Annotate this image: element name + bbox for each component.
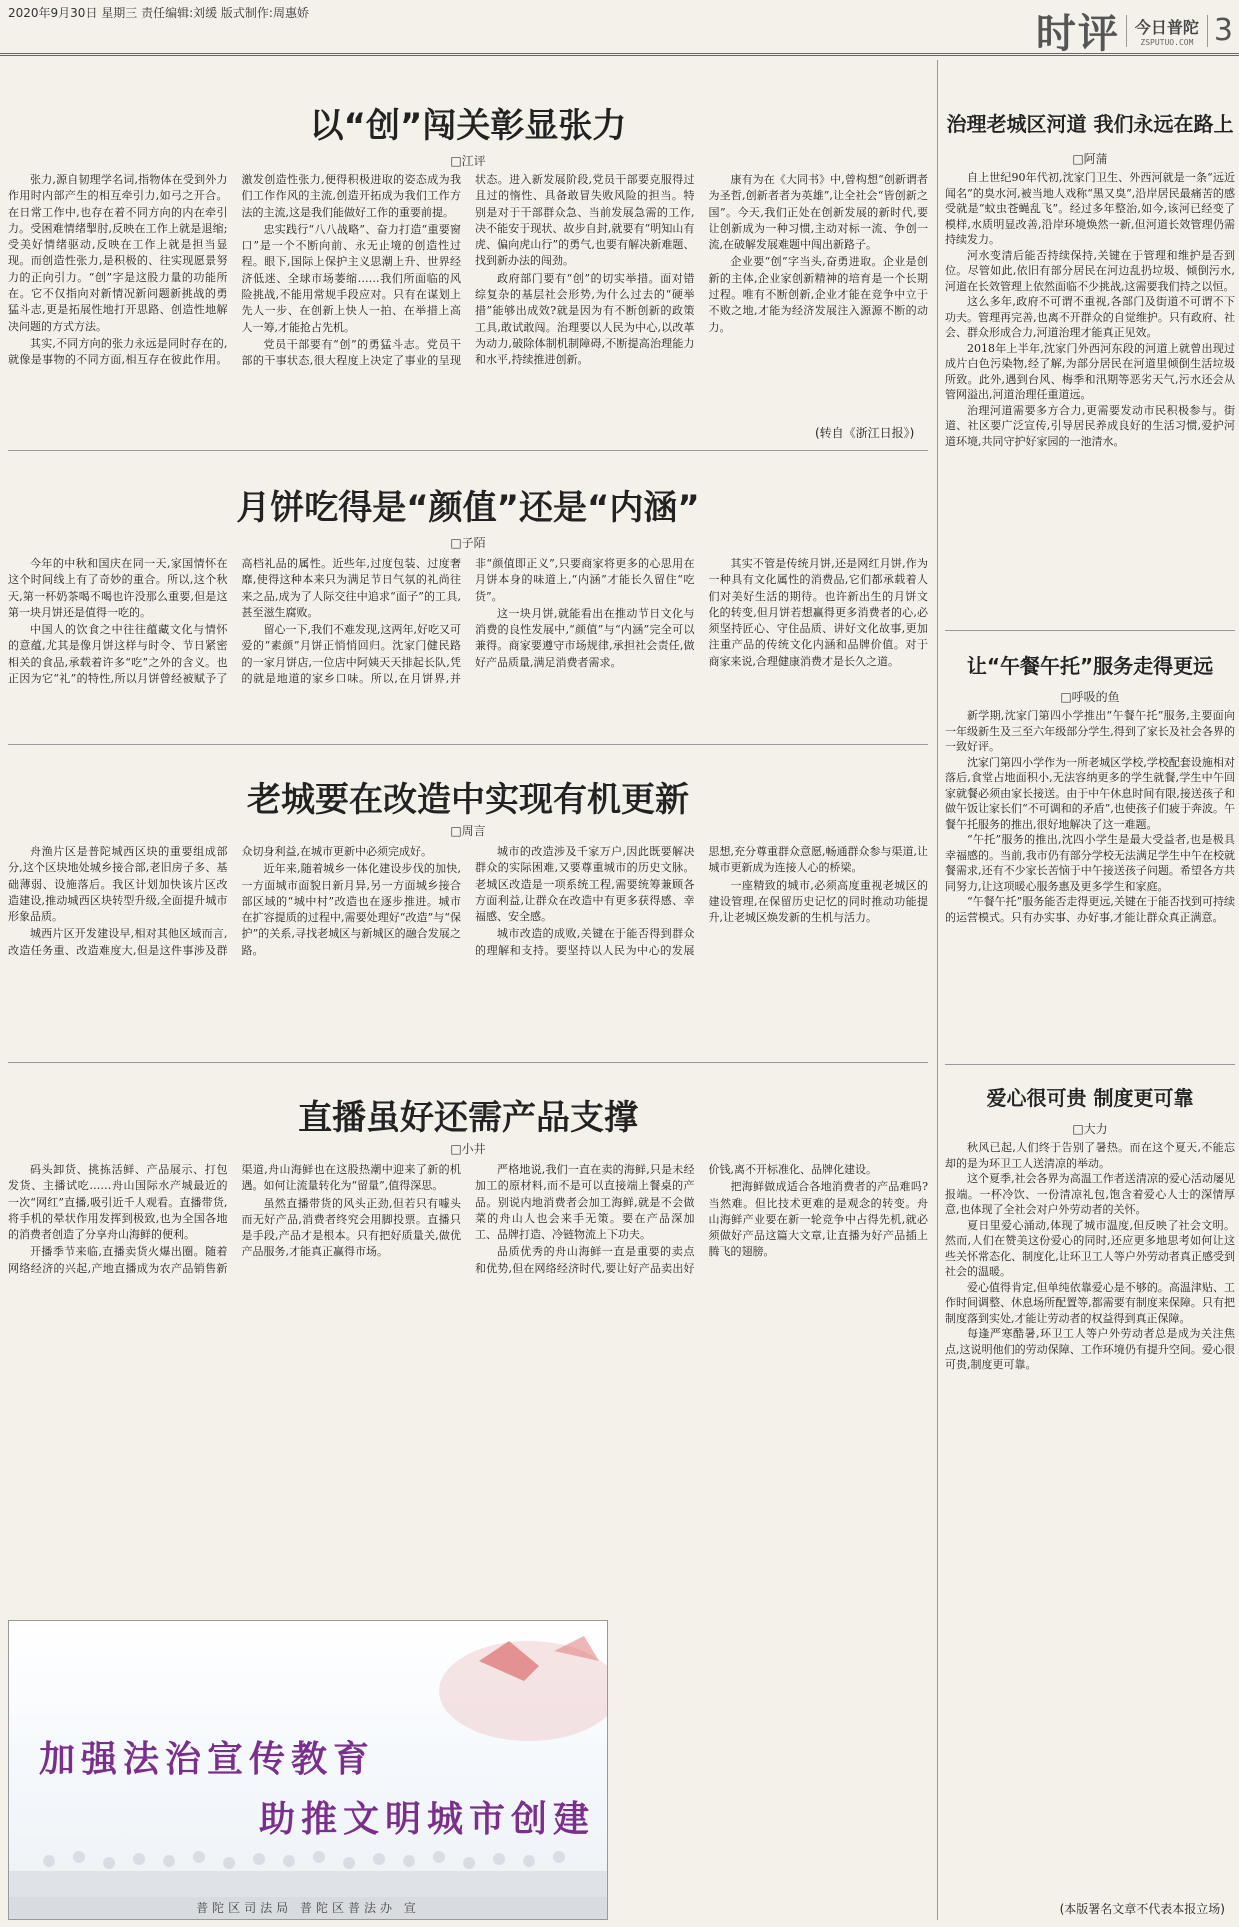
paragraph: 夏日里爱心涌动,体现了城市温度,但反映了社会文明。然而,人们在赞美这份爱心的同时,还应更多地思考如何让这些关怀常态化、制度化,让环卫工人等户外劳动者真正感受到社会的温暖。 <box>945 1218 1235 1278</box>
paragraph: “午餐午托”服务能否走得更远,关键在于能否找到可持续的运营模式。只有办实事、办好事,才能让群众真正满意。 <box>945 895 1235 924</box>
page-header <box>0 0 1239 56</box>
paragraph: 近年来,随着城乡一体化建设步伐的加快,一方面城市面貌日新月异,另一方面城乡接合部区域的“城中村”改造也在逐步推进。城市在扩容提质的过程中,需要处理好“改造”与“保护”的关系,寻找老城区与新城区的融合发展之路。 <box>241 862 461 957</box>
article-byline: □周言 <box>450 824 486 838</box>
article-body <box>8 1162 928 1610</box>
paragraph: 其实,不同方向的张力永远是同时存在的,就像是事物的不同方面,相互存在彼此作用。激发创造性张力,便得积极进取的姿态成为我们工作作风的主流,创造开拓成为我们工作方法的主流,这是我们能做好工作的重要前提。 <box>8 173 461 367</box>
article-headline: 治理老城区河道 我们永远在路上 <box>946 112 1234 136</box>
paragraph: “午托”服务的推出,沈四小学生是最大受益者,也是极具幸福感的。当前,我市仍有部分学校无法满足学生中午在校就餐需求,还有不少家长苦恼于中午接送孩子问题。希望各方共同努力,让这项暖心服务惠及更多学生和家庭。 <box>945 833 1235 893</box>
article-body <box>8 556 928 734</box>
article-headline: 老城要在改造中实现有机更新 <box>247 780 689 820</box>
paragraph: 张力,源自韧理学名词,指物体在受到外力作用时内部产生的相互牵引力,如弓之开合。在日常工作中,也存在着不同方向的内在牵引力。受困难情绪掣肘,反映在工作上就是退缩;受美好情绪驱动,反映在工作上就是担当显现。而创造性张力,是积极的、往实现愿景努力的正向引力。“创”字是这股力量的功能所在。它不仅指向对新情况新问题新挑战的勇猛斗志,更是拓展性地打开思路、创造性地解决问题的方式方法。 <box>8 173 228 333</box>
brand-logo <box>1126 15 1208 47</box>
article-source: (转自《浙江日报》) <box>815 426 915 440</box>
paragraph: 码头卸货、挑拣活鲜、产品展示、打包发货、主播试吃……舟山国际水产城最近的一次“网红”直播,吸引近千人观看。直播带货,将手机的晕状作用发挥到极致,也为全国各地的消费者创造了分享舟山海鲜的便利。 <box>8 1163 228 1242</box>
paragraph: 这么多年,政府不可谓不重视,各部门及街道不可谓不下功夫。管理再完善,也离不开群众的自觉维护。只有政府、社会、群众形成合力,河道治理才能真正见效。 <box>945 295 1235 339</box>
paragraph: 虽然直播带货的风头正劲,但若只有噱头而无好产品,消费者终究会用脚投票。直播只是手段,产品才是根本。只有把好质量关,做优产品服务,才能真正赢得市场。 <box>241 1196 461 1259</box>
article-headline: 以“创”闯关彰显张力 <box>309 106 627 146</box>
paragraph: 中国人的饮食之中往往蕴藏文化与情怀的意蕴,尤其是像月饼这样与时令、节日紧密相关的食品,承载着许多“吃”之外的含义。也正因为它“礼”的特性,所以月饼曾经被赋予了高档礼品的属性。近些年,过度包装、过度奢靡,使得这种本来只为满足节日气氛的礼尚往来之品,成为了人际交往中追求“面子”的工具,甚至滋生腐败。 <box>8 557 461 686</box>
paragraph: 忠实践行“八八战略”、奋力打造“重要窗口”是一个不断向前、永无止境的创造性过程。眼下,国际上保护主义思潮上升、世界经济低迷、全球市场萎缩……我们所面临的风险挑战,不能用常规手段应对。只有在谋划上先人一步、在创新上快人一拍、在举措上高人一筹,才能抢占先机。 <box>241 222 461 334</box>
divider <box>945 630 1235 631</box>
paragraph: 把海鲜做成适合各地消费者的产品难吗?当然难。但比技术更难的是观念的转变。舟山海鲜产业要在新一轮竞争中占得先机,就必须做好产品这篇大文章,让直播为好产品插上腾飞的翅膀。 <box>708 1180 928 1259</box>
divider <box>8 1062 928 1063</box>
page-number: 3 <box>1213 13 1233 48</box>
paragraph: 留心一下,我们不难发现,这两年,好吃又可爱的“素颜”月饼正悄悄回归。沈家门健民路的一家月饼店,一位店中阿姨天天排起长队,凭的就是地道的家乡口味。所以,在月饼界,并非“颜值即正义”,只要商家将更多的心思用在月饼本身的味道上,“内涵”才能长久留住“吃货”。 <box>241 557 695 686</box>
paragraph: 品质优秀的舟山海鲜一直是重要的卖点和优势,但在网络经济时代,要让好产品卖出好价钱,离不开标准化、品牌化建设。 <box>475 1163 877 1275</box>
paragraph: 爱心值得肯定,但单纯依靠爱心是不够的。高温津贴、工作时间调整、休息场所配置等,都需要有制度来保障。只有把制度落到实处,才能让劳动者的权益得到真正保障。 <box>945 1280 1235 1325</box>
paragraph: 舟渔片区是普陀城西区块的重要组成部分,这个区块地处城乡接合部,老旧房子多、基础薄弱、设施落后。我区计划加快该片区改造建设,推动城西区块转型升级,全面提升城市形象品质。 <box>8 845 228 924</box>
article-headline: 让“午餐午托”服务走得更远 <box>966 654 1214 678</box>
article-body <box>945 708 1235 1060</box>
paragraph: 城市改造的成败,关键在于能否得到群众的理解和支持。要坚持以人民为中心的发展思想,充分尊重群众意愿,畅通群众参与渠道,让城市更新成为连接人心的桥梁。 <box>475 845 928 957</box>
paragraph: 开播季节来临,直播卖货火爆出圈。随着网络经济的兴起,产地直播成为农产品销售新渠道,舟山海鲜也在这股热潮中迎来了新的机遇。如何让流量转化为“留量”,值得深思。 <box>8 1163 461 1275</box>
article-byline: □江评 <box>450 154 486 168</box>
divider <box>945 1064 1235 1065</box>
paragraph: 其实不管是传统月饼,还是网红月饼,作为一种具有文化属性的消费品,它们都承载着人们对美好生活的期待。也许新出生的月饼文化的转变,但月饼若想赢得更多消费者的心,必须坚持匠心、守住品质、讲好文化故事,更加注重产品的传统文化内涵和品牌价值。对于商家来说,合理健康消费才是长久之道。 <box>708 557 928 668</box>
article-byline: □呼吸的鱼 <box>1060 690 1120 704</box>
article-body <box>8 172 928 440</box>
paragraph: 这一块月饼,就能看出在推动节日文化与消费的良性发展中,“颜值”与“内涵”完全可以兼得。商家要遵守市场规律,承担社会责任,做好产品质量,满足消费者需求。 <box>475 606 695 669</box>
divider <box>8 744 928 745</box>
paragraph: 自上世纪90年代初,沈家门卫生、外西河就是一条“远近闻名”的臭水河,被当地人戏称“黑又臭”,沿岸居民最痛苦的感受就是“蚊虫苍蝇乱飞”。经过多年整治,如今,该河已经变了模样,水质明显改善,沿岸环境焕然一新,但河道长效管理仍需持续发力。 <box>945 171 1235 246</box>
public-service-banner <box>8 1620 608 1920</box>
masthead <box>1036 2 1233 59</box>
section-title: 时评 <box>1035 11 1120 57</box>
article-byline: □子陌 <box>450 536 486 550</box>
article-byline: □大力 <box>1072 1122 1108 1136</box>
paragraph: 这个夏季,社会各界为高温工作者送清凉的爱心活动屡见报端。一杯冷饮、一份清凉礼包,饱含着爱心人士的深情厚意,也体现了全社会对户外劳动者的关怀。 <box>945 1172 1235 1216</box>
paragraph: 党员干部要有“创”的勇猛斗志。党员干部的干事状态,很大程度上决定了事业的呈现状态。进入新发展阶段,党员干部要克服得过且过的惰性、具备敢冒失败风险的担当。特别是对于干部群众急、当前发展急需的工作,决不能安于现状、故步自封,就要有“明知山有虎、偏向虎山行”的勇气,也要有解决新难题、找到新办法的闯劲。 <box>241 173 695 368</box>
article-headline: 爱心很可贵 制度更可靠 <box>986 1086 1194 1110</box>
article-headline: 直播虽好还需产品支撑 <box>298 1098 638 1138</box>
brand-name: 今日普陀 <box>1134 17 1199 37</box>
column-divider <box>937 60 938 1920</box>
paragraph: 一座精致的城市,必须高度重视老城区的建设管理,在保留历史记忆的同时推动功能提升,让老城区焕发新的生机与活力。 <box>708 878 928 925</box>
paragraph: 今年的中秋和国庆在同一天,家国情怀在这个时间线上有了奇妙的重合。所以,这个秋天,第一杯奶茶喝不喝也许没那么重要,但是这第一块月饼还是值得一吃的。 <box>8 557 228 619</box>
paragraph: 严格地说,我们一直在卖的海鲜,只是未经加工的原材料,而不是可以直接端上餐桌的产品。别说内地消费者会加工海鲜,就是不会做菜的舟山人也会来手无策。要在产品深加工、品牌打造、冷链物流上下功夫。 <box>475 1163 695 1242</box>
paragraph: 沈家门第四小学作为一所老城区学校,学校配套设施相对落后,食堂占地面积小,无法容纳更多的学生就餐,学生中午回家就餐必须由家长接送。由于中午休息时间有限,接送孩子和做午饭让家长们“不可调和的矛盾”,也使孩子们疲于奔波。午餐午托服务的推出,很好地解决了这一难题。 <box>945 755 1235 831</box>
paragraph: 康有为在《大同书》中,曾构想“创新谓者为圣哲,创新者者为英雄”,让全社会“皆创新之国”。今天,我们正处在创新发展的新时代,要让创新成为一种习惯,主动对标一流、争创一流,在破解发展难题中闯出新路子。 <box>708 173 928 252</box>
paragraph: 城市的改造涉及千家万户,因此既要解决群众的实际困难,又要尊重城市的历史文脉。老城区改造是一项系统工程,需要统筹兼顾各方面利益,让群众在改造中有更多获得感、幸福感、安全感。 <box>475 845 695 924</box>
paragraph: 河水变清后能否持续保持,关键在于管理和维护是否到位。尽管如此,依旧有部分居民在河边乱扔垃圾、倾倒污水,河道在长效管理上依然面临不少挑战,这需要我们持之以恒。 <box>945 248 1235 293</box>
paragraph: 城西片区开发建设早,相对其他区域而言,改造任务重、改造难度大,但是这件事涉及群众切身利益,在城市更新中必须完成好。 <box>8 845 432 957</box>
banner-slogan-1: 加强法治宣传教育 <box>39 1739 376 1780</box>
paragraph: 企业要“创”字当头,奋勇进取。企业是创新的主体,企业家创新精神的培育是一个长期过程。唯有不断创新,企业才能在竞争中立于不败之地,才能为经济发展注入源源不断的动力。 <box>708 255 928 334</box>
editorial-disclaimer: (本版署名文章不代表本报立场) <box>1059 1902 1225 1916</box>
brand-url: ZSPUTUO.COM <box>1140 37 1194 47</box>
article-headline: 月饼吃得是“颜值”还是“内涵” <box>236 488 700 528</box>
banner-sponsor: 普陀区司法局 普陀区普法办 宣 <box>9 1897 607 1919</box>
paragraph: 政府部门要有“创”的切实举措。面对错综复杂的基层社会形势,为什么过去的“硬举措”能够出成效?就是因为有不断创新的政策工具,敢试敢闯。治理要以人民为中心,以改革为动力,破除体制机制障碍,不断提高治理能力和水平,持续推进创新。 <box>475 271 695 367</box>
paragraph: 2018年上半年,沈家门外西河东段的河道上就曾出现过成片白色污染物,经了解,为部分居民在河道里倾倒生活垃圾所致。此外,遇到台风、梅季和汛期等恶劣天气,污水还会从管网溢出,河道治理任重道远。 <box>945 341 1235 401</box>
divider <box>8 450 928 451</box>
article-body <box>945 1140 1235 1892</box>
paragraph: 治理河道需要多方合力,更需要发动市民积极参与。街道、社区要广泛宣传,引导居民养成良好的生活习惯,爱护河道环境,共同守护好家园的一池清水。 <box>945 403 1235 448</box>
article-byline: □阿蒲 <box>1072 152 1108 166</box>
banner-slogan-2: 助推文明城市创建 <box>259 1799 596 1840</box>
article-body <box>945 170 1235 628</box>
paragraph: 秋风已起,人们终于告别了暑热。而在这个夏天,不能忘却的是为环卫工人送清凉的举动。 <box>945 1141 1235 1170</box>
paragraph: 每逢严寒酷暑,环卫工人等户外劳动者总是成为关注焦点,这说明他们的劳动保障、工作环境仍有提升空间。爱心很可贵,制度更可靠。 <box>945 1327 1235 1371</box>
article-body <box>8 844 928 1054</box>
paragraph: 新学期,沈家门第四小学推出“午餐午托”服务,主要面向一年级新生及三至六年级部分学生,得到了家长及社会各界的一致好评。 <box>945 709 1235 753</box>
issue-info: 2020年9月30日 星期三 责任编辑:刘缓 版式制作:周惠娇 <box>8 6 309 20</box>
article-byline: □小井 <box>450 1142 486 1156</box>
